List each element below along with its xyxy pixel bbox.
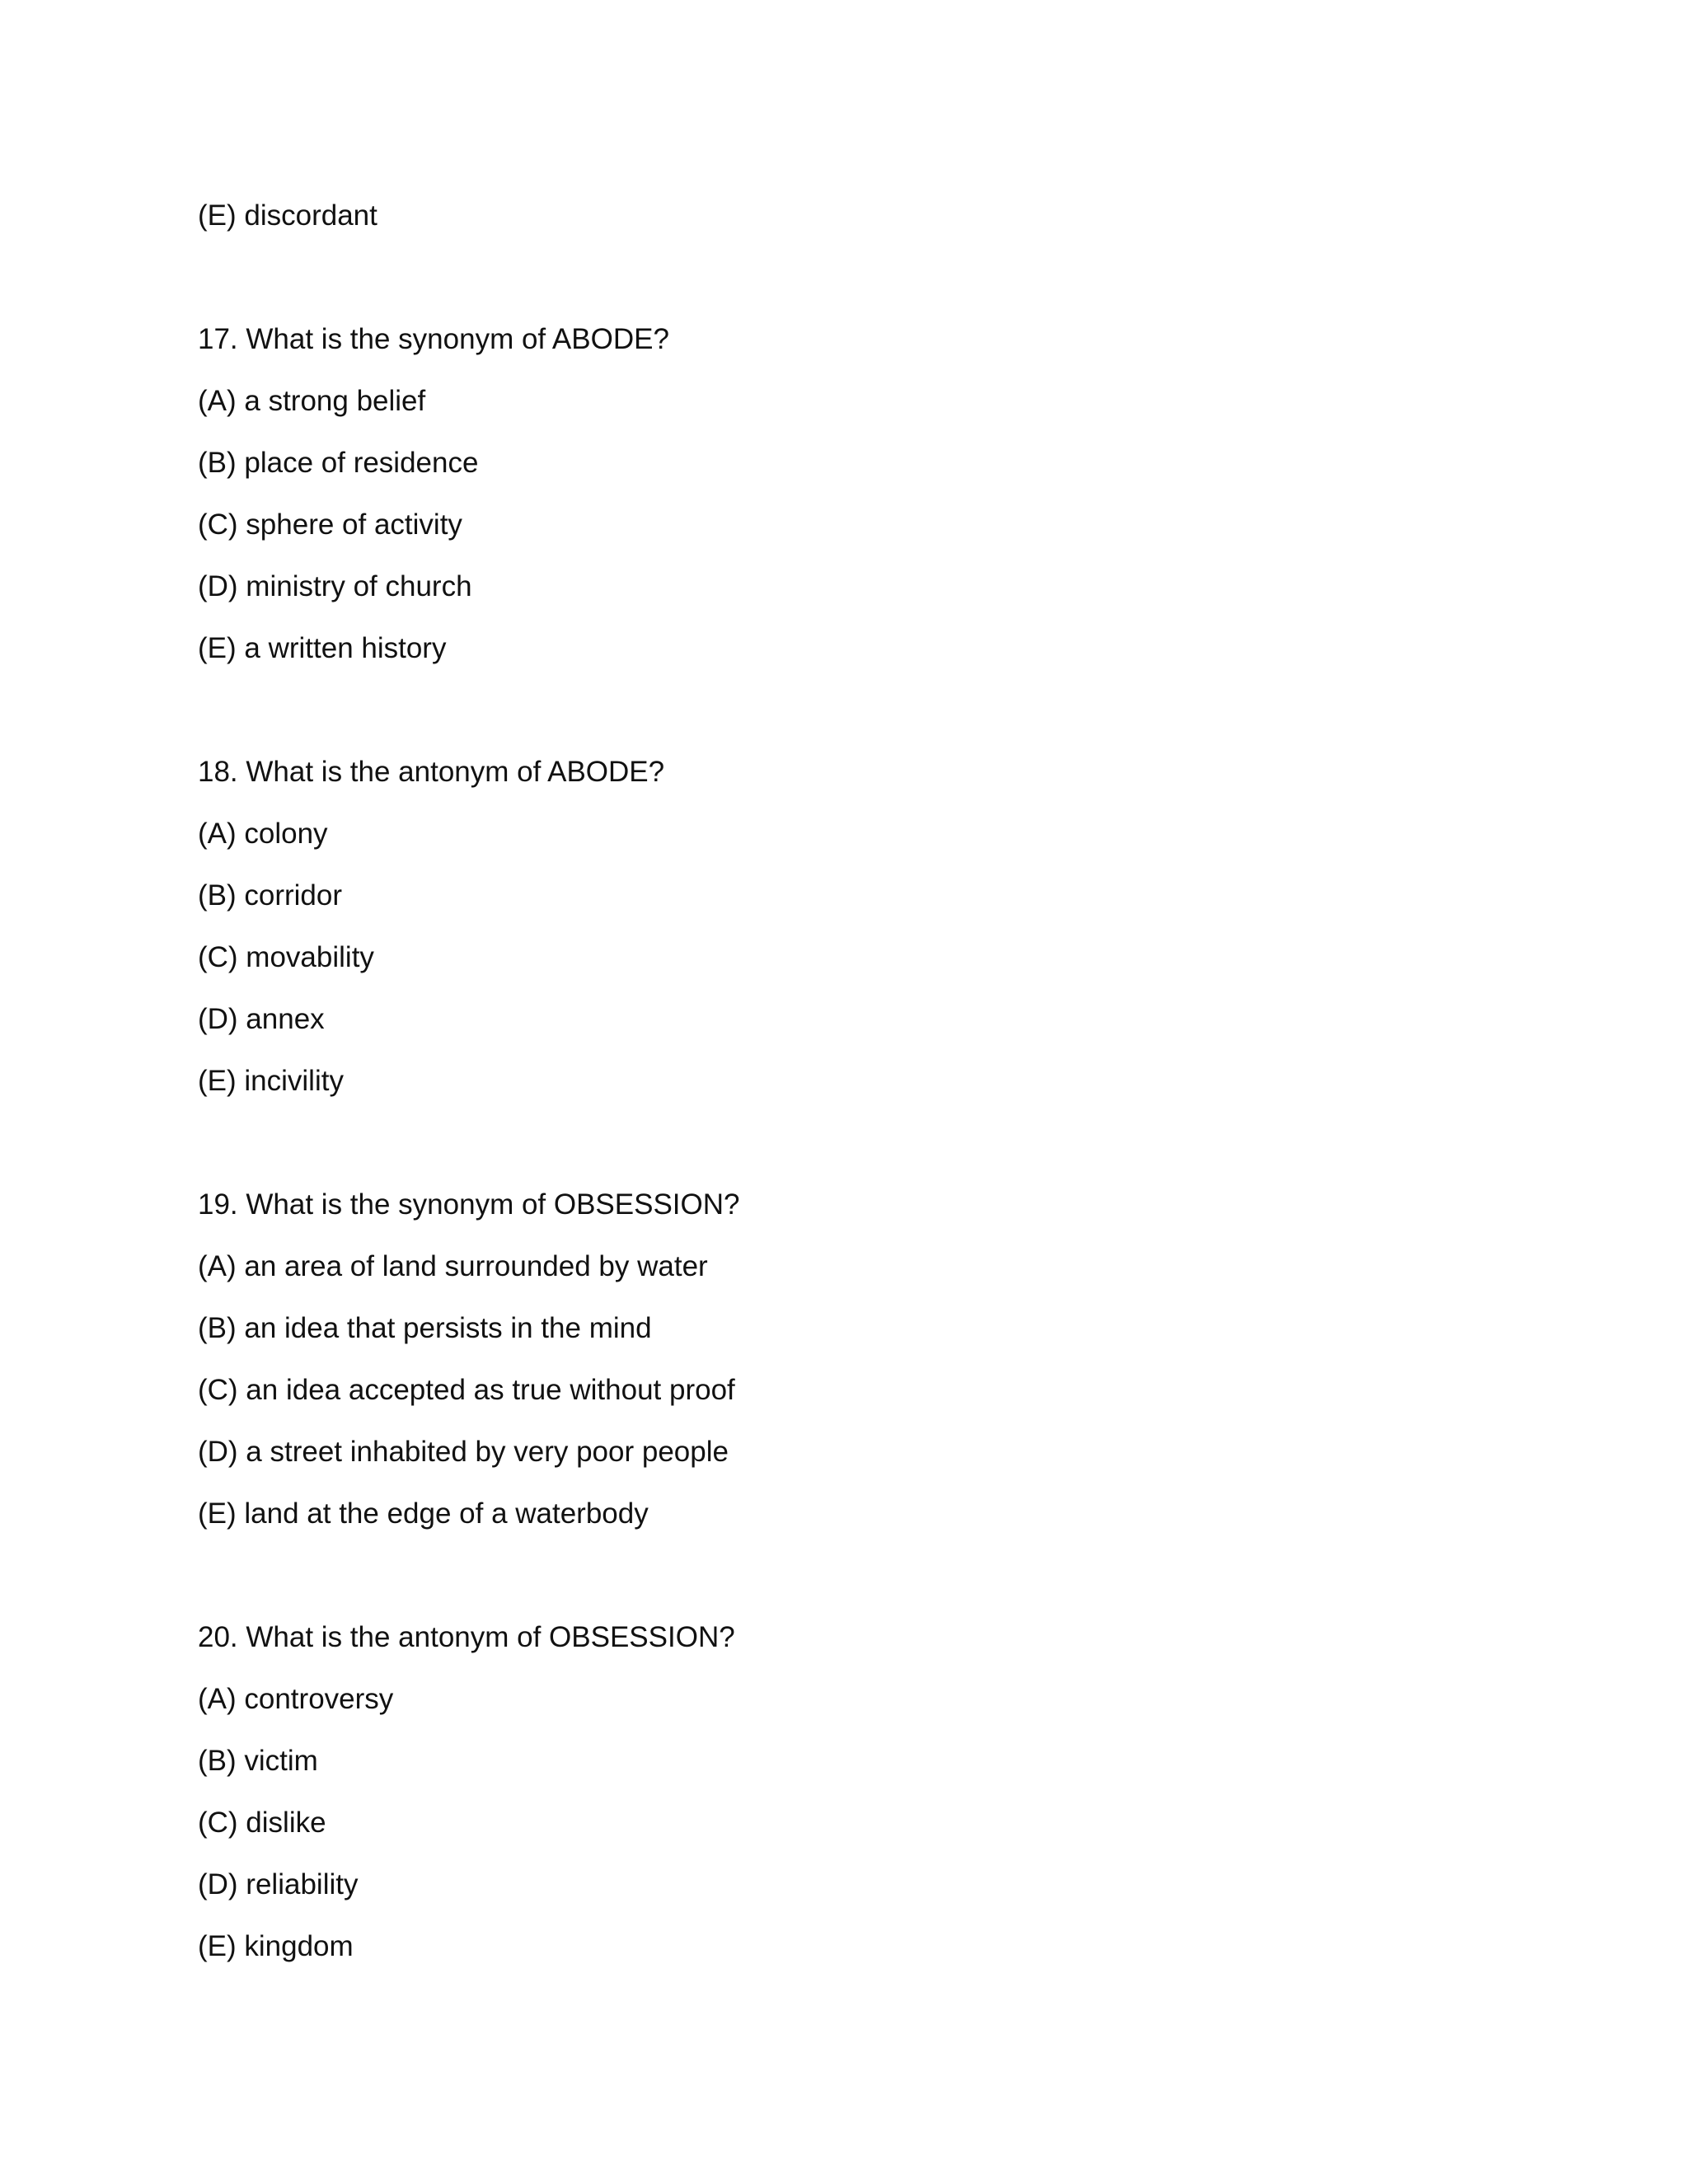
- question-18: 18. What is the antonym of ABODE?: [198, 756, 665, 788]
- q18-option-e: (E) incivility: [198, 1065, 344, 1097]
- q20-option-d: (D) reliability: [198, 1868, 359, 1900]
- q17-option-a: (A) a strong belief: [198, 385, 426, 417]
- q20-option-e: (E) kingdom: [198, 1930, 354, 1962]
- q18-option-a: (A) colony: [198, 818, 328, 850]
- q17-option-d: (D) ministry of church: [198, 570, 472, 602]
- question-19: 19. What is the synonym of OBSESSION?: [198, 1188, 740, 1221]
- q17-option-e: (E) a written history: [198, 632, 447, 664]
- q18-option-b: (B) corridor: [198, 879, 343, 912]
- q20-option-a: (A) controversy: [198, 1683, 394, 1715]
- q18-option-d: (D) annex: [198, 1003, 325, 1035]
- q19-option-a: (A) an area of land surrounded by water: [198, 1250, 708, 1282]
- q19-option-c: (C) an idea accepted as true without proof: [198, 1374, 735, 1406]
- question-17: 17. What is the synonym of ABODE?: [198, 323, 669, 355]
- q19-option-b: (B) an idea that persists in the mind: [198, 1312, 652, 1344]
- question-20: 20. What is the antonym of OBSESSION?: [198, 1621, 735, 1653]
- q20-option-c: (C) dislike: [198, 1807, 326, 1839]
- q17-option-b: (B) place of residence: [198, 447, 479, 479]
- q18-option-c: (C) movability: [198, 941, 374, 973]
- q17-option-c: (C) sphere of activity: [198, 509, 462, 541]
- q19-option-d: (D) a street inhabited by very poor people: [198, 1436, 729, 1468]
- option-e-discordant: (E) discordant: [198, 199, 377, 232]
- q20-option-b: (B) victim: [198, 1745, 318, 1777]
- q19-option-e: (E) land at the edge of a waterbody: [198, 1497, 649, 1530]
